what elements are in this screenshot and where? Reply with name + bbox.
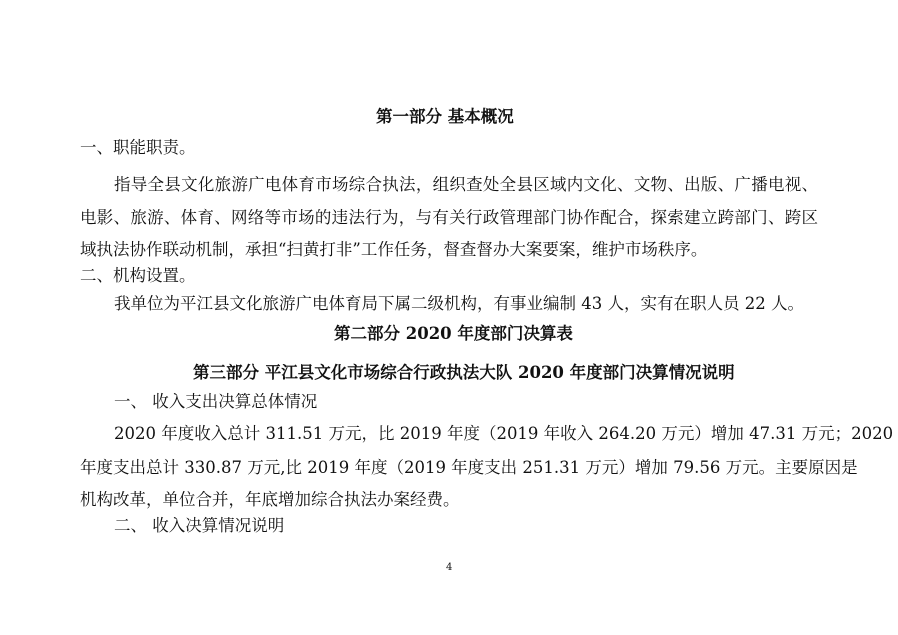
part3-title: 第三部分 平江县文化市场综合行政执法大队 2020 年度部门决算情况说明	[193, 363, 735, 382]
part3-sec1-para-line1: 2020 年度收入总计 311.51 万元，比 2019 年度（2019 年收入 264.20 万元）增加 47.31 万元；2020	[114, 424, 894, 443]
part1-sec1-para-line2: 电影、旅游、体育、网络等市场的违法行为，与有关行政管理部门协作配合，探索建立跨部门、跨区	[80, 208, 818, 227]
part3-sec2-heading: 二、 收入决算情况说明	[114, 516, 285, 535]
part3-sec1-para-line3: 机构改革，单位合并，年底增加综合执法办案经费。	[80, 490, 460, 509]
part1-sec1-heading: 一、职能职责。	[80, 138, 196, 157]
part2-title: 第二部分 2020 年度部门决算表	[334, 324, 573, 343]
page-number: 4	[446, 562, 453, 573]
part3-sec1-para-line2: 年度支出总计 330.87 万元,比 2019 年度（2019 年度支出 251.31 万元）增加 79.56 万元。主要原因是	[80, 458, 858, 477]
part1-sec1-para-line1: 指导全县文化旅游广电体育市场综合执法，组织查处全县区域内文化、文物、出版、广播电视、	[114, 175, 818, 194]
part1-sec2-heading: 二、机构设置。	[80, 266, 196, 285]
part1-sec1-para-line3: 域执法协作联动机制，承担“扫黄打非”工作任务，督查督办大案要案，维护市场秩序。	[80, 240, 708, 259]
part1-sec2-para: 我单位为平江县文化旅游广电体育局下属二级机构，有事业编制 43 人，实有在职人员 22 人。	[114, 294, 804, 313]
part1-title: 第一部分 基本概况	[376, 107, 514, 126]
part3-sec1-heading: 一、 收入支出决算总体情况	[114, 392, 318, 411]
